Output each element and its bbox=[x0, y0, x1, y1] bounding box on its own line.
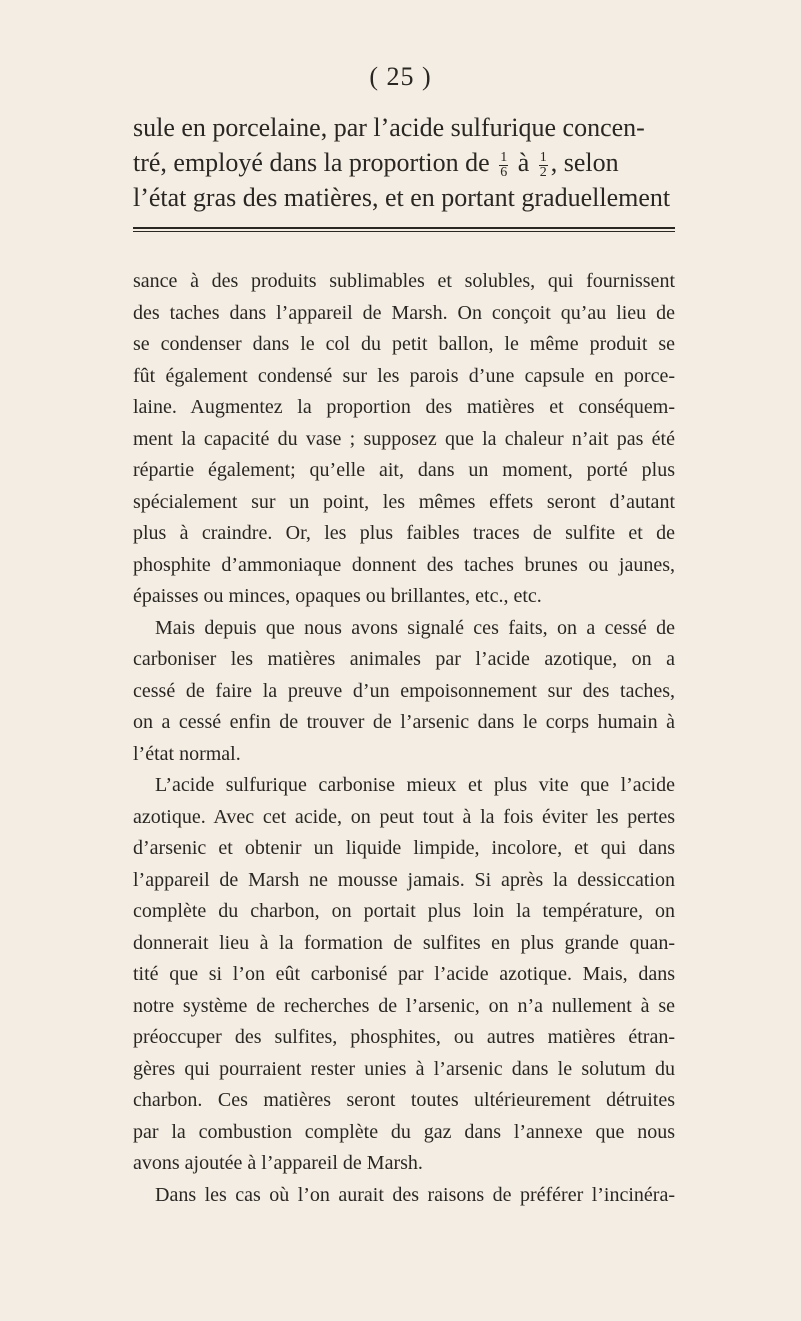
text-line: préoccuper des sulfites, phosphites, ou autres matières étran- bbox=[133, 1026, 675, 1048]
fraction-numerator: 1 bbox=[500, 149, 508, 165]
text-line: épaisses ou minces, opaques ou brillantes, etc., etc. bbox=[133, 585, 542, 607]
fraction-denominator: 6 bbox=[500, 164, 508, 180]
text-line: l’état normal. bbox=[133, 742, 241, 765]
text-line: fût également condensé sur les parois d’une capsule en porce- bbox=[133, 364, 675, 387]
main-text-line-3: l’état gras des matières, et en portant graduellement bbox=[133, 183, 671, 212]
text-line: cessé de faire la preuve d’un empoisonnement sur des taches, bbox=[133, 679, 675, 702]
fraction-one-half bbox=[539, 151, 548, 180]
fraction-denominator: 2 bbox=[539, 164, 547, 180]
text-line: laine. Augmentez la proportion des matières et conséquem- bbox=[133, 396, 675, 418]
text-line: spécialement sur un point, les mêmes effets seront d’autant bbox=[133, 490, 675, 513]
text-line: complète du charbon, on portait plus loin la température, on bbox=[133, 900, 675, 922]
fraction-numerator: 1 bbox=[539, 149, 547, 165]
text-line: charbon. Ces matières seront toutes ultérieurement détruites bbox=[133, 1089, 675, 1111]
text-line: phosphite d’ammoniaque donnent des taches brunes ou jaunes, bbox=[133, 553, 675, 576]
footnote-text-block bbox=[133, 266, 675, 1211]
text-line: notre système de recherches de l’arsenic, on n’a nullement à se bbox=[133, 994, 675, 1017]
main-text-block bbox=[133, 110, 675, 215]
text-line: Dans les cas où l’on aurait des raisons de préférer l’incinéra- bbox=[155, 1183, 675, 1206]
text-line: se condenser dans le col du petit ballon, le même produit se bbox=[133, 333, 675, 355]
text-line: répartie également; qu’elle ait, dans un moment, porté plus bbox=[133, 459, 675, 481]
main-text-line-2-start: tré, employé dans la proportion de bbox=[133, 148, 490, 177]
main-text-line-1: sule en porcelaine, par l’acide sulfurique concen- bbox=[133, 113, 645, 142]
page-number: ( 25 ) bbox=[369, 62, 432, 91]
text-line: ment la capacité du vase ; supposez que la chaleur n’ait pas été bbox=[133, 427, 675, 450]
text-line: azotique. Avec cet acide, on peut tout à la fois éviter les pertes bbox=[133, 805, 675, 828]
text-line: L’acide sulfurique carbonise mieux et plus vite que l’acide bbox=[155, 774, 675, 796]
text-line: des taches dans l’appareil de Marsh. On conçoit qu’au lieu de bbox=[133, 301, 675, 324]
text-line: l’appareil de Marsh ne mousse jamais. Si après la dessiccation bbox=[133, 868, 675, 891]
main-text-line-2-end: , selon bbox=[550, 148, 619, 177]
text-line: on a cessé enfin de trouver de l’arsenic dans le corps humain à bbox=[133, 711, 675, 733]
main-text-line-2-middle: à bbox=[517, 148, 530, 177]
text-line: plus à craindre. Or, les plus faibles traces de sulfite et de bbox=[133, 522, 675, 544]
text-line: sance à des produits sublimables et solubles, qui fournissent bbox=[133, 270, 675, 292]
fraction-one-sixth bbox=[499, 151, 508, 180]
text-line: par la combustion complète du gaz dans l’annexe que nous bbox=[133, 1120, 675, 1143]
footnote-separator-rule-thin bbox=[133, 231, 675, 232]
text-line: Mais depuis que nous avons signalé ces faits, on a cessé de bbox=[155, 616, 675, 639]
text-line: donnerait lieu à la formation de sulfites en plus grande quan- bbox=[133, 931, 675, 954]
text-line: gères qui pourraient rester unies à l’arsenic dans le solutum du bbox=[133, 1057, 675, 1080]
text-line: avons ajoutée à l’appareil de Marsh. bbox=[133, 1152, 423, 1174]
text-line: carboniser les matières animales par l’acide azotique, on a bbox=[133, 648, 675, 670]
text-line: tité que si l’on eût carbonisé par l’acide azotique. Mais, dans bbox=[133, 963, 675, 985]
text-line: d’arsenic et obtenir un liquide limpide, incolore, et qui dans bbox=[133, 837, 675, 859]
footnote-separator-rule bbox=[133, 227, 675, 229]
main-text-line-2 bbox=[133, 145, 675, 180]
